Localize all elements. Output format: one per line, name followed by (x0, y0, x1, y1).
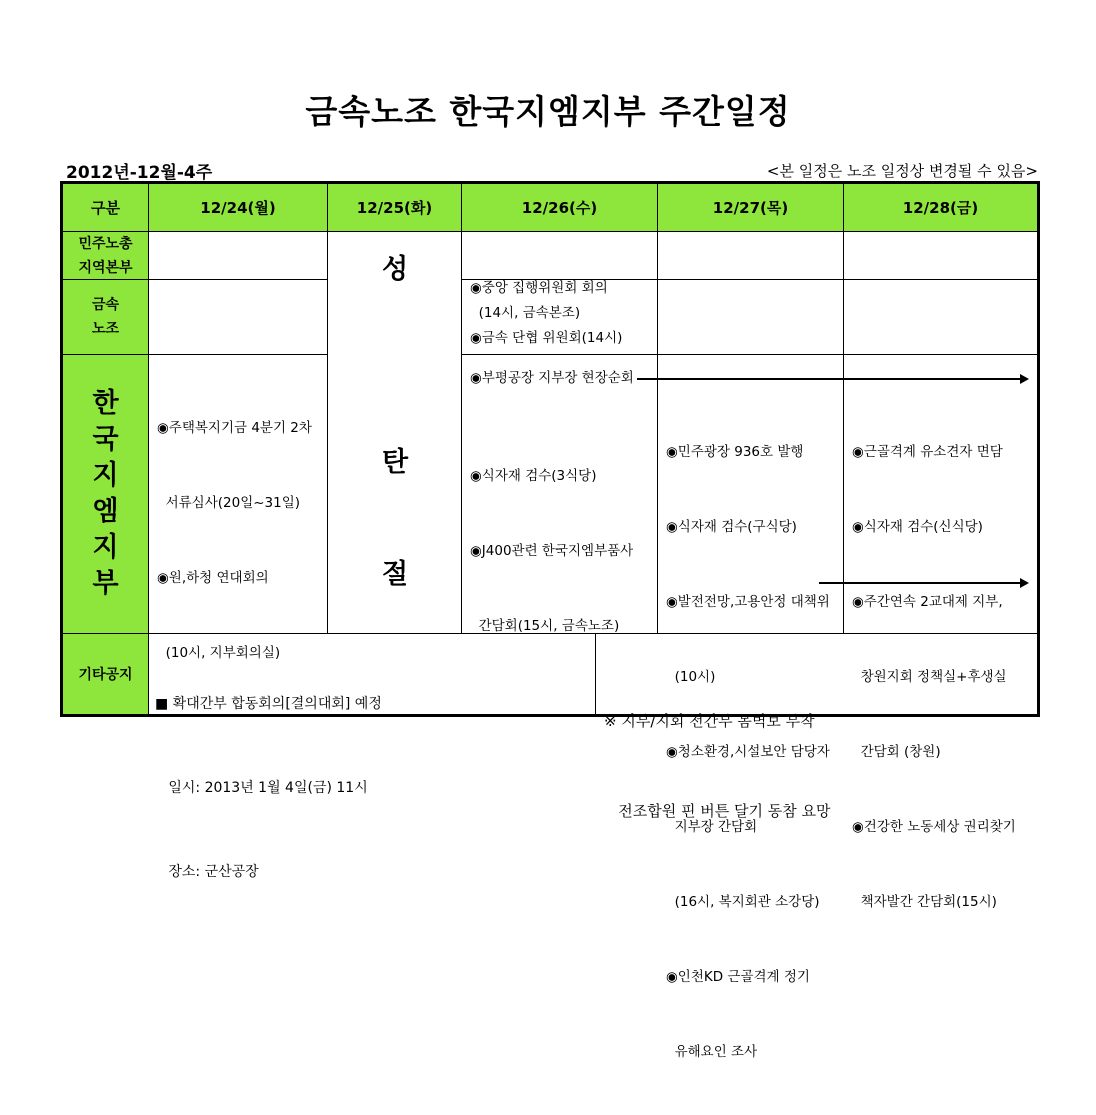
row-header-gm-char: 지 (92, 532, 119, 563)
row-header-kmwu (63, 280, 149, 355)
event-item: 창원지회 정책실+후생실 (852, 669, 1007, 685)
cell-kmwu-thu (658, 280, 844, 355)
event-item: 책자발간 간담회(15시) (852, 894, 997, 910)
row-header-kmwu-line1: 금속 (91, 297, 120, 313)
header-day-fri: 12/28(금) (844, 184, 1037, 232)
page-title: 금속노조 한국지엠지부 주간일정 (305, 92, 791, 131)
row-header-gm-char: 한 (92, 388, 119, 419)
holiday-char: 절 (381, 559, 409, 590)
cell-kctu-fri (844, 232, 1037, 280)
event-item: (10시, 지부회의실) (157, 645, 281, 661)
event-list (470, 276, 622, 351)
cell-kmwu-mon (149, 280, 328, 355)
event-item: ◉청소환경,시설보안 담당자 (666, 744, 830, 760)
event-item: ◉식자재 검수(신식당) (852, 519, 983, 535)
event-item: ◉중앙 집행위원회 회의 (470, 280, 608, 296)
notice-list (604, 646, 831, 886)
row-header-gm-char: 엠 (92, 496, 119, 527)
event-item: ◉인천KD 근골격계 정기 (666, 969, 810, 985)
event-item: ◉식자재 검수(3식당) (470, 468, 597, 484)
row-header-gm (63, 355, 149, 634)
week-label: 2012년-12월-4주 (66, 163, 213, 183)
holiday-christmas (328, 232, 462, 634)
schedule-table (60, 181, 1040, 1060)
cell-kctu-thu (658, 232, 844, 280)
schedule-note: <본 일정은 노조 일정상 변경될 수 있음> (766, 162, 1038, 180)
event-item: (10시) (666, 669, 716, 685)
event-item: 서류심사(20일~31일) (157, 495, 301, 511)
event-item: ◉주간연속 2교대제 지부, (852, 594, 1003, 610)
row-header-gm-char: 지 (92, 460, 119, 491)
header-day-mon: 12/24(월) (149, 184, 328, 232)
notice-item: ※ 지부/지회 전간부 몸벽보 부착 (604, 712, 815, 730)
event-item: ◉건강한 노동세상 권리찾기 (852, 819, 1016, 835)
arrow-right-icon (819, 582, 1027, 584)
header-day-wed: 12/26(수) (462, 184, 658, 232)
header-category: 구분 (63, 184, 149, 232)
notice-item: ■ 확대간부 합동회의[결의대회] 예정 (155, 696, 382, 712)
cell-gm-mon (149, 355, 328, 661)
notice-item: 일시: 2013년 1월 4일(금) 11시 (155, 780, 368, 796)
event-item: 간담회(15시, 금속노조) (470, 618, 620, 634)
event-item: 간담회 (창원) (852, 744, 941, 760)
event-item: 유해요인 조사 (666, 1044, 758, 1060)
event-item: ◉민주광장 936호 발행 (666, 444, 804, 460)
row-header-kctu-line2: 지역본부 (78, 259, 133, 276)
cell-kctu-mon (149, 232, 328, 280)
event-item: ◉금속 단협 위원회(14시) (470, 330, 623, 346)
notice-item: 장소: 군산공장 (155, 864, 259, 880)
row-header-gm-char: 부 (92, 568, 119, 599)
event-item: ◉원,하청 연대회의 (157, 570, 269, 586)
notice-item: 전조합원 핀 버튼 달기 동참 요망 (604, 802, 831, 820)
cell-kmwu-fri (844, 280, 1037, 355)
row-header-kctu-line1: 민주노총 (78, 235, 133, 252)
event-item: ◉식자재 검수(구식당) (666, 519, 797, 535)
holiday-char: 탄 (381, 447, 409, 478)
event-item: (14시, 금속본조) (470, 305, 581, 321)
event-item: ◉근골격계 유소견자 면담 (852, 444, 1003, 460)
row-header-kmwu-line2: 노조 (91, 321, 120, 337)
cell-misc-left (149, 634, 596, 880)
header-day-tue: 12/25(화) (328, 184, 462, 232)
row-header-kctu (63, 232, 149, 280)
event-item: ◉주택복지기금 4분기 2차 (157, 420, 312, 436)
row-header-gm-char: 국 (92, 424, 119, 455)
event-item: 지부장 간담회 (666, 819, 758, 835)
notice-list (155, 634, 382, 942)
event-item: ◉발전전망,고용안정 대책위 (666, 594, 830, 610)
row-header-misc: 기타공지 (63, 634, 149, 714)
event-item: (16시, 복지회관 소강당) (666, 894, 820, 910)
event-item: ◉부평공장 지부장 현장순회 (470, 370, 634, 386)
holiday-char: 성 (381, 254, 409, 285)
event-item: ◉J400관련 한국지엠부품사 (470, 543, 634, 559)
cell-gm-fri (844, 355, 1037, 910)
arrow-right-icon (637, 378, 1027, 380)
cell-kctu-wed (462, 232, 658, 280)
header-day-thu: 12/27(목) (658, 184, 844, 232)
cell-gm-wed (462, 355, 658, 634)
cell-kmwu-wed (462, 280, 658, 355)
